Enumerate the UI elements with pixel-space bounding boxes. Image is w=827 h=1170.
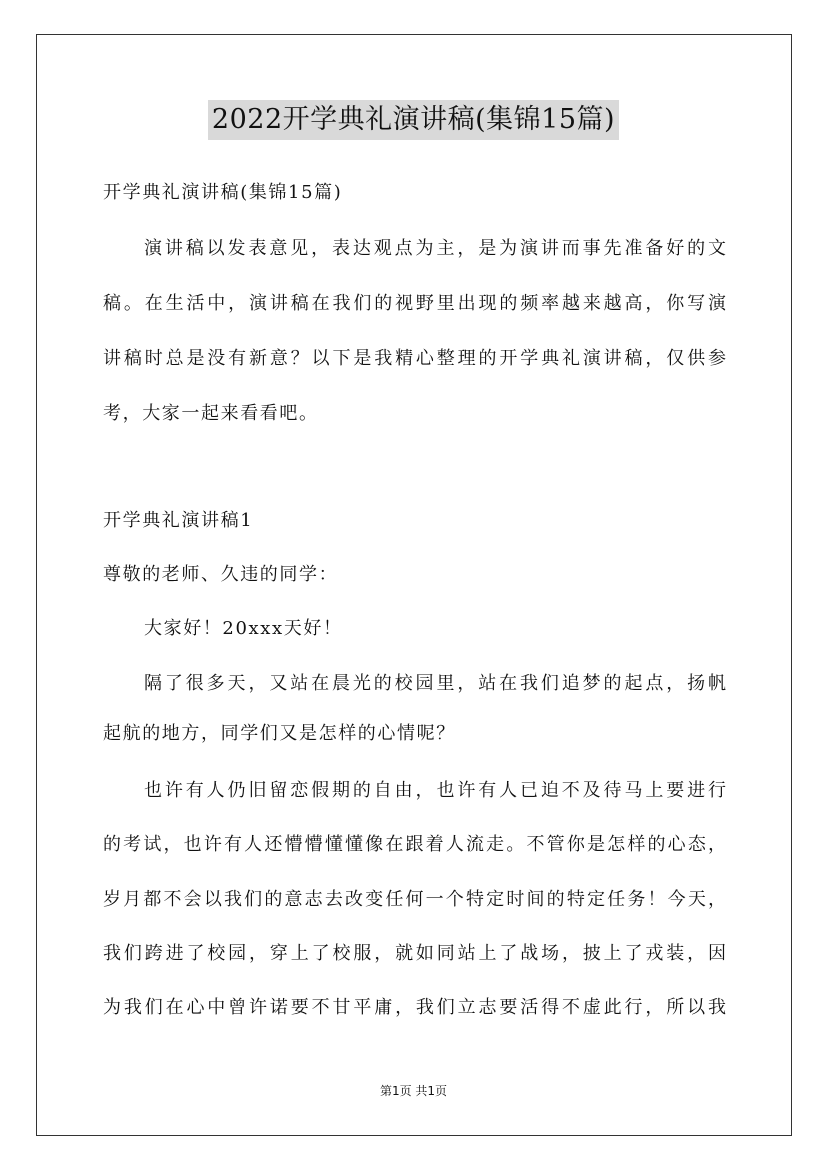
para2-line-5: 为我们在心中曾许诺要不甘平庸，我们立志要活得不虚此行，所以我 — [103, 997, 726, 1018]
para2-line-2: 的考试，也许有人还懵懵懂懂像在跟着人流走。不管你是怎样的心态， — [103, 834, 726, 855]
intro-line-2: 稿。在生活中，演讲稿在我们的视野里出现的频率越来越高，你写演 — [103, 293, 726, 314]
section-heading: 开学典礼演讲稿1 — [103, 510, 254, 531]
para2-line-4: 我们跨进了校园，穿上了校服，就如同站上了战场，披上了戎装，因 — [103, 943, 726, 964]
title-container — [0, 100, 827, 140]
para1-line-1: 隔了很多天，又站在晨光的校园里，站在我们追梦的起点，扬帆 — [144, 673, 726, 694]
intro-line-4: 考，大家一起来看看吧。 — [103, 403, 319, 424]
intro-line-1: 演讲稿以发表意见，表达观点为主，是为演讲而事先准备好的文 — [144, 238, 726, 259]
salutation: 尊敬的老师、久违的同学： — [103, 564, 339, 585]
page-number-footer: 第1页 共1页 — [379, 1084, 448, 1098]
para2-line-1: 也许有人仍旧留恋假期的自由，也许有人已迫不及待马上要进行 — [144, 780, 726, 801]
para1-line-2: 起航的地方，同学们又是怎样的心情呢？ — [103, 723, 456, 744]
intro-line-3: 讲稿时总是没有新意？以下是我精心整理的开学典礼演讲稿，仅供参 — [103, 348, 726, 369]
subtitle: 开学典礼演讲稿(集锦15篇) — [103, 182, 343, 203]
greeting: 大家好！20xxx天好！ — [144, 618, 343, 639]
para2-line-3: 岁月都不会以我们的意志去改变任何一个特定时间的特定任务！今天， — [103, 889, 726, 910]
document-title: 2022开学典礼演讲稿(集锦15篇) — [208, 100, 619, 140]
